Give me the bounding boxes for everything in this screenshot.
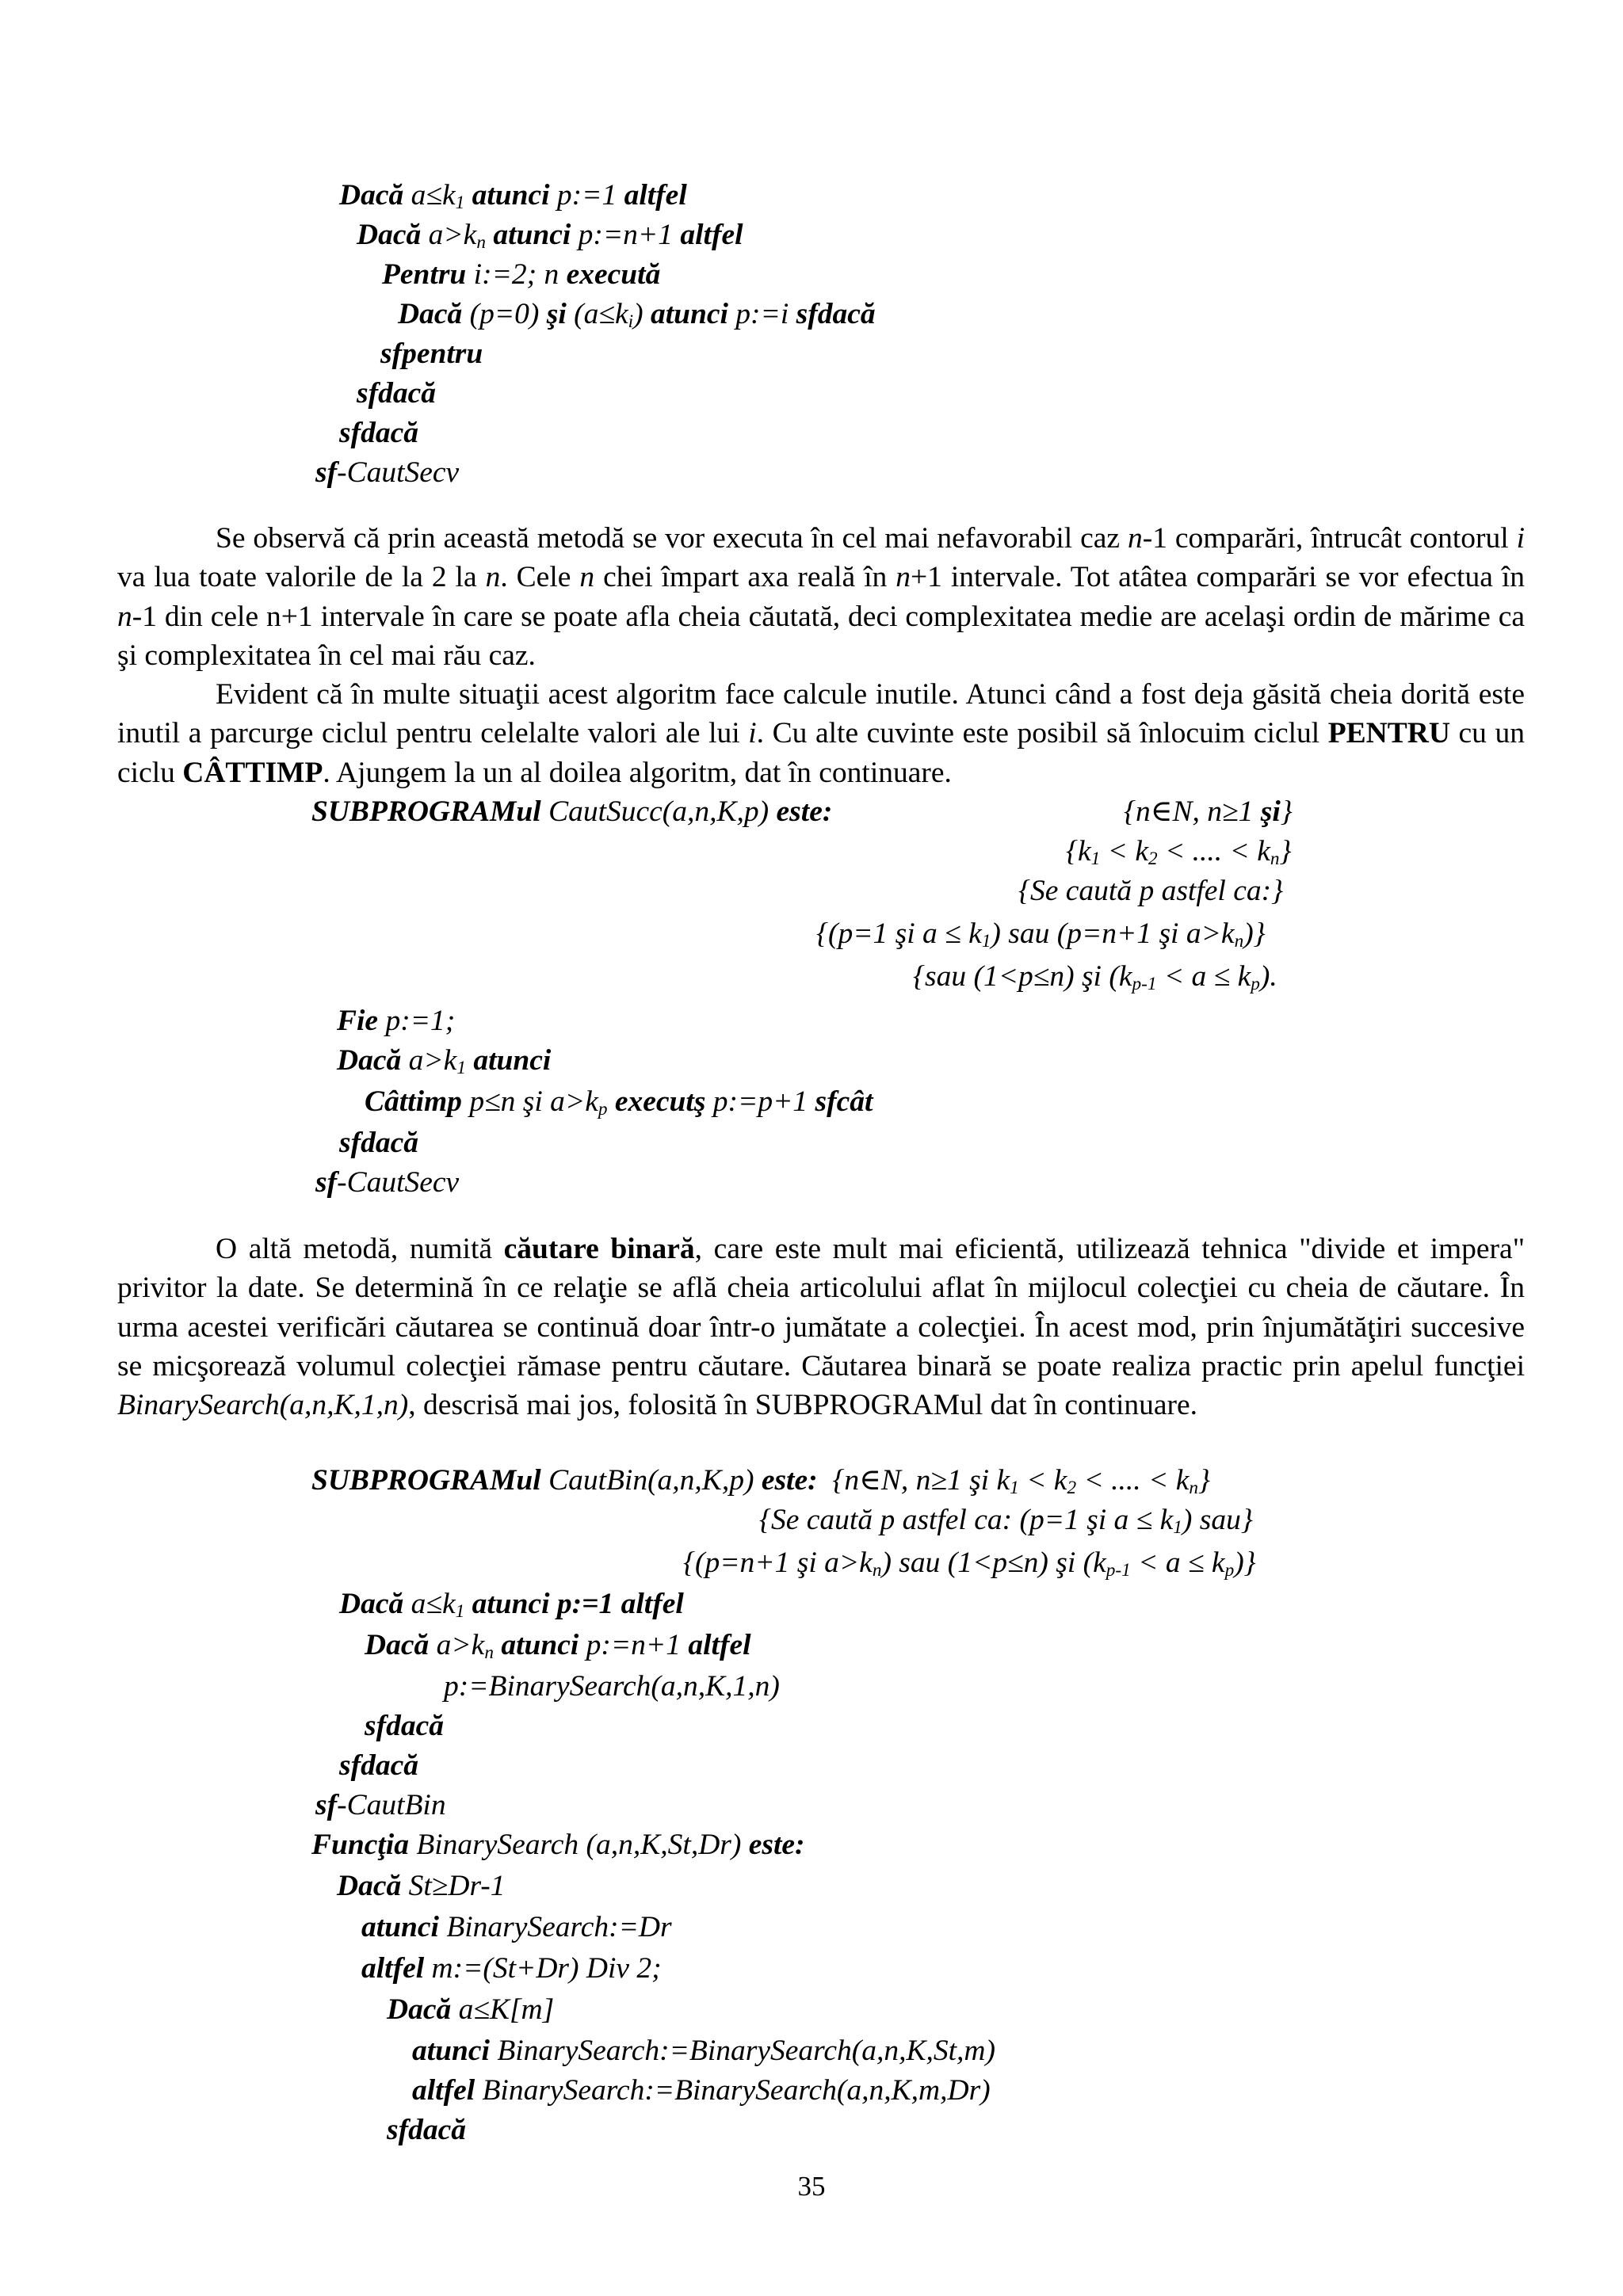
page-number: 35 bbox=[797, 2171, 826, 2202]
code-line bbox=[339, 179, 687, 214]
code-text: (p=0) bbox=[462, 298, 547, 330]
code-line: sfdacă bbox=[365, 1710, 444, 1742]
text: n bbox=[117, 600, 132, 633]
keyword: este: bbox=[748, 1829, 805, 1861]
keyword: SUBPROGRAMul bbox=[311, 1464, 541, 1497]
text: PENTRU bbox=[1327, 717, 1450, 750]
subscript: 1 bbox=[455, 1601, 465, 1623]
keyword: Dacă bbox=[398, 298, 463, 330]
text: n bbox=[485, 561, 501, 594]
keyword: atunci bbox=[361, 1911, 439, 1943]
code-line bbox=[412, 2036, 995, 2066]
code-line bbox=[361, 1913, 672, 1943]
keyword: Pentru bbox=[382, 258, 467, 291]
code-text bbox=[464, 179, 472, 212]
subscript: 2 bbox=[1067, 1478, 1077, 1499]
subscript: p bbox=[598, 1099, 608, 1120]
code-line bbox=[315, 1791, 446, 1821]
code-line bbox=[337, 1044, 552, 1079]
keyword: atunci bbox=[650, 298, 728, 330]
keyword: sf bbox=[315, 1789, 338, 1821]
subscript: 1 bbox=[456, 1058, 466, 1079]
code-text: } bbox=[1197, 1464, 1210, 1497]
keyword: atunci bbox=[501, 1629, 579, 1661]
code-text: )} bbox=[1243, 917, 1266, 950]
code-text: p:=p+1 bbox=[705, 1085, 815, 1118]
subscript: p-1 bbox=[1132, 974, 1157, 995]
comment-line bbox=[1066, 835, 1292, 870]
function-header bbox=[311, 1830, 805, 1860]
subscript: n bbox=[872, 1560, 882, 1581]
code-text: ) sau} bbox=[1182, 1504, 1253, 1536]
text: cu un ciclu bbox=[117, 717, 1525, 789]
keyword: atunci bbox=[493, 219, 571, 251]
keyword: Dacă bbox=[387, 1993, 452, 2026]
code-text: ) sau (p=n+1 şi a>k bbox=[991, 917, 1235, 950]
code-text: } bbox=[1280, 795, 1293, 828]
code-text: ) sau (1<p≤n) şi (k bbox=[881, 1547, 1106, 1579]
comment-line bbox=[1124, 797, 1293, 827]
code-line bbox=[365, 1085, 873, 1120]
keyword: atunci bbox=[472, 179, 550, 212]
code-text: p:=n+1 bbox=[571, 219, 681, 251]
code-text: a≤k bbox=[403, 179, 456, 212]
text: . Cele bbox=[500, 561, 580, 594]
code-line bbox=[412, 2076, 991, 2106]
text: n bbox=[579, 561, 595, 594]
text: -1 comparări, întrucât contorul bbox=[1142, 522, 1517, 555]
paragraph bbox=[117, 1230, 1525, 1425]
keyword: Dacă bbox=[357, 219, 422, 251]
code-text: i:=2; n bbox=[466, 258, 567, 291]
subprogram-header bbox=[311, 797, 832, 827]
keyword: sf bbox=[315, 456, 338, 489]
keyword: atunci bbox=[473, 1044, 552, 1077]
text: , care este mult mai eficientă, utilizează tehnica "divide et impera" privitor la date. Se determină în ce relaţie se află cheia articolului aflat în mijlocul colecţiei cu cheia de căutare. În urma acestei verificări căutarea se continuă doar într-o jumătate a colecţiei. În acest mod, prin înjumătăţiri succesive se micşorează volumul colecţiei rămase pentru căutare. Căutarea binară se poate realiza practic prin apelul funcţiei bbox=[117, 1233, 1525, 1383]
text: n bbox=[1127, 522, 1143, 555]
code-line bbox=[361, 1954, 662, 1984]
subscript: n bbox=[1189, 1478, 1198, 1499]
text: +1 intervale. Tot atâtea comparări se vor efectua în bbox=[911, 561, 1525, 594]
code-text: BinarySearch (a,n,K,St,Dr) bbox=[408, 1829, 749, 1861]
code-text: {Se caută p astfel ca: (p=1 şi a ≤ k bbox=[759, 1504, 1174, 1536]
code-text: BinarySearch:=BinarySearch(a,n,K,m,Dr) bbox=[475, 2074, 991, 2107]
keyword: Dacă bbox=[337, 1044, 402, 1077]
keyword: Câttimp bbox=[365, 1085, 462, 1118]
subscript: n bbox=[484, 1642, 494, 1664]
code-line bbox=[337, 1006, 455, 1036]
subscript: p bbox=[1251, 974, 1260, 995]
code-text bbox=[466, 1044, 473, 1077]
keyword: altfel bbox=[688, 1629, 751, 1661]
code-line: sfdacă bbox=[339, 1749, 418, 1782]
code-text bbox=[494, 1629, 501, 1661]
code-text: p:=1; bbox=[378, 1005, 456, 1037]
keyword: execută bbox=[566, 258, 661, 291]
code-text: BinarySearch:=Dr bbox=[438, 1911, 672, 1943]
text: BinarySearch(a,n,K,1,n) bbox=[117, 1389, 409, 1422]
keyword: şi bbox=[1260, 795, 1281, 828]
code-line: sfdacă bbox=[387, 2114, 466, 2146]
subscript: i bbox=[628, 311, 634, 333]
keyword: sfcât bbox=[815, 1085, 873, 1118]
code-text: p:=1 bbox=[549, 179, 624, 212]
code-line bbox=[315, 458, 459, 488]
keyword: SUBPROGRAMul bbox=[311, 795, 541, 828]
subscript: 1 bbox=[1173, 1517, 1182, 1539]
text: căutare binară bbox=[503, 1233, 695, 1265]
keyword: Funcţia bbox=[311, 1829, 409, 1861]
keyword: şi bbox=[546, 298, 567, 330]
code-text: )} bbox=[1234, 1547, 1256, 1579]
code-line bbox=[365, 1629, 751, 1664]
code-line: sfpentru bbox=[380, 338, 483, 370]
code-text: < .... < k bbox=[1157, 835, 1270, 868]
code-line: sfdacă bbox=[339, 1127, 418, 1159]
keyword: Dacă bbox=[337, 1870, 402, 1902]
text: CÂTTIMP bbox=[182, 756, 323, 789]
subscript: p bbox=[1224, 1560, 1235, 1581]
code-text: a>k bbox=[421, 219, 477, 251]
subscript: 1 bbox=[455, 193, 465, 214]
code-line: sfdacă bbox=[357, 377, 436, 410]
code-text: a>k bbox=[401, 1044, 457, 1077]
keyword: Dacă bbox=[365, 1629, 430, 1661]
code-text: BinarySearch:=BinarySearch(a,n,K,St,m) bbox=[489, 2035, 995, 2067]
keyword: este: bbox=[776, 795, 833, 828]
keyword: altfel bbox=[361, 1952, 425, 1985]
comment-line bbox=[816, 917, 1266, 952]
text: -1 din cele n+1 intervale în care se poate afla cheia căutată, deci complexitatea medie are acelaşi ordin de mărime ca şi complexitatea în cel mai rău caz. bbox=[117, 600, 1525, 672]
text: , descrisă mai jos, folosită în SUBPROGRAMul dat în continuare. bbox=[408, 1389, 1198, 1422]
code-text bbox=[486, 219, 493, 251]
code-text: -CautSecv bbox=[337, 456, 460, 489]
code-text: CautBin(a,n,K,p) bbox=[540, 1464, 762, 1497]
code-line bbox=[315, 1168, 459, 1198]
code-text: < .... < k bbox=[1076, 1464, 1190, 1497]
code-line: sfdacă bbox=[339, 417, 418, 449]
keyword: sf bbox=[315, 1166, 338, 1199]
code-text: a≤k bbox=[403, 1588, 456, 1620]
code-text: a≤K[m] bbox=[451, 1993, 555, 2026]
code-text: p:=i bbox=[727, 298, 796, 330]
subscript: 1 bbox=[1010, 1478, 1019, 1499]
keyword: Dacă bbox=[339, 1588, 404, 1620]
code-text: (a≤k bbox=[566, 298, 628, 330]
code-text: < a ≤ k bbox=[1156, 960, 1251, 993]
code-text: {sau (1<p≤n) şi (k bbox=[913, 960, 1132, 993]
keyword: Fie bbox=[337, 1005, 379, 1037]
code-text: -CautBin bbox=[337, 1789, 446, 1821]
text: . Cu alte cuvinte este posibil să înlocuim ciclul bbox=[756, 717, 1328, 750]
text: O altă metodă, numită bbox=[216, 1233, 504, 1265]
comment-line: {Se caută p astfel ca:} bbox=[1018, 875, 1284, 907]
code-text bbox=[607, 1085, 614, 1118]
code-text: p:=n+1 bbox=[579, 1629, 689, 1661]
subscript: n bbox=[1270, 849, 1280, 870]
comment-line bbox=[913, 960, 1277, 995]
text: i bbox=[748, 717, 757, 750]
text: chei împart axa reală în bbox=[594, 561, 896, 594]
keyword: Dacă bbox=[339, 179, 404, 212]
code-text: {n∈N, n≥1 şi k bbox=[817, 1464, 1010, 1497]
subscript: 1 bbox=[981, 931, 991, 952]
keyword: atunci bbox=[412, 2035, 490, 2067]
code-text: -CautSecv bbox=[337, 1166, 460, 1199]
keyword: executş bbox=[614, 1085, 706, 1118]
code-text: St≥Dr-1 bbox=[401, 1870, 506, 1902]
subprogram-header bbox=[311, 1464, 1210, 1499]
code-text: {(p=n+1 şi a>k bbox=[683, 1547, 873, 1579]
keyword: altfel bbox=[680, 219, 743, 251]
code-line bbox=[382, 260, 660, 290]
subscript: n bbox=[1234, 931, 1244, 952]
text: va lua toate valorile de la 2 la bbox=[117, 561, 486, 594]
subscript: 1 bbox=[1090, 849, 1101, 870]
code-line bbox=[339, 1588, 684, 1623]
code-text: m:=(St+Dr) Div 2; bbox=[424, 1952, 662, 1985]
code-text: {n∈N, n≥1 bbox=[1124, 795, 1261, 828]
paragraph bbox=[117, 675, 1525, 792]
keyword: altfel bbox=[412, 2074, 475, 2107]
code-line bbox=[387, 1995, 554, 2025]
code-text: < k bbox=[1018, 1464, 1067, 1497]
comment-line bbox=[759, 1504, 1253, 1539]
text: Evident că în multe situaţii acest algoritm face calcule inutile. Atunci când a fost deja găsită cheia dorită este inutil a parcurge ciclul pentru celelalte valori ale lui bbox=[117, 678, 1525, 750]
code-text: {(p=1 şi a ≤ k bbox=[816, 917, 982, 950]
comment-line bbox=[683, 1547, 1256, 1581]
keyword: sfdacă bbox=[796, 298, 876, 330]
subscript: n bbox=[476, 232, 486, 254]
paragraph bbox=[117, 519, 1525, 675]
code-line bbox=[357, 219, 743, 254]
keyword: este: bbox=[761, 1464, 818, 1497]
code-text: p≤n şi a>k bbox=[461, 1085, 598, 1118]
code-line bbox=[337, 1871, 506, 1901]
text: i bbox=[1516, 522, 1525, 555]
code-text: a>k bbox=[429, 1629, 485, 1661]
code-text: < a ≤ k bbox=[1130, 1547, 1225, 1579]
subscript: p-1 bbox=[1106, 1560, 1131, 1581]
code-text: ) bbox=[633, 298, 651, 330]
code-text: {k bbox=[1066, 835, 1091, 868]
keyword: altfel bbox=[624, 179, 687, 212]
code-text: ). bbox=[1259, 960, 1277, 993]
keyword: atunci p:=1 altfel bbox=[472, 1588, 684, 1620]
code-text bbox=[464, 1588, 472, 1620]
code-text: CautSucc(a,n,K,p) bbox=[540, 795, 777, 828]
code-text: < k bbox=[1100, 835, 1148, 868]
code-text: } bbox=[1279, 835, 1292, 868]
code-line: p:=BinarySearch(a,n,K,1,n) bbox=[444, 1670, 780, 1703]
code-line bbox=[398, 298, 876, 333]
text: . Ajungem la un al doilea algoritm, dat în continuare. bbox=[323, 756, 952, 789]
subscript: 2 bbox=[1148, 849, 1158, 870]
text: Se observă că prin această metodă se vor executa în cel mai nefavorabil caz bbox=[216, 522, 1128, 555]
text: n bbox=[896, 561, 911, 594]
